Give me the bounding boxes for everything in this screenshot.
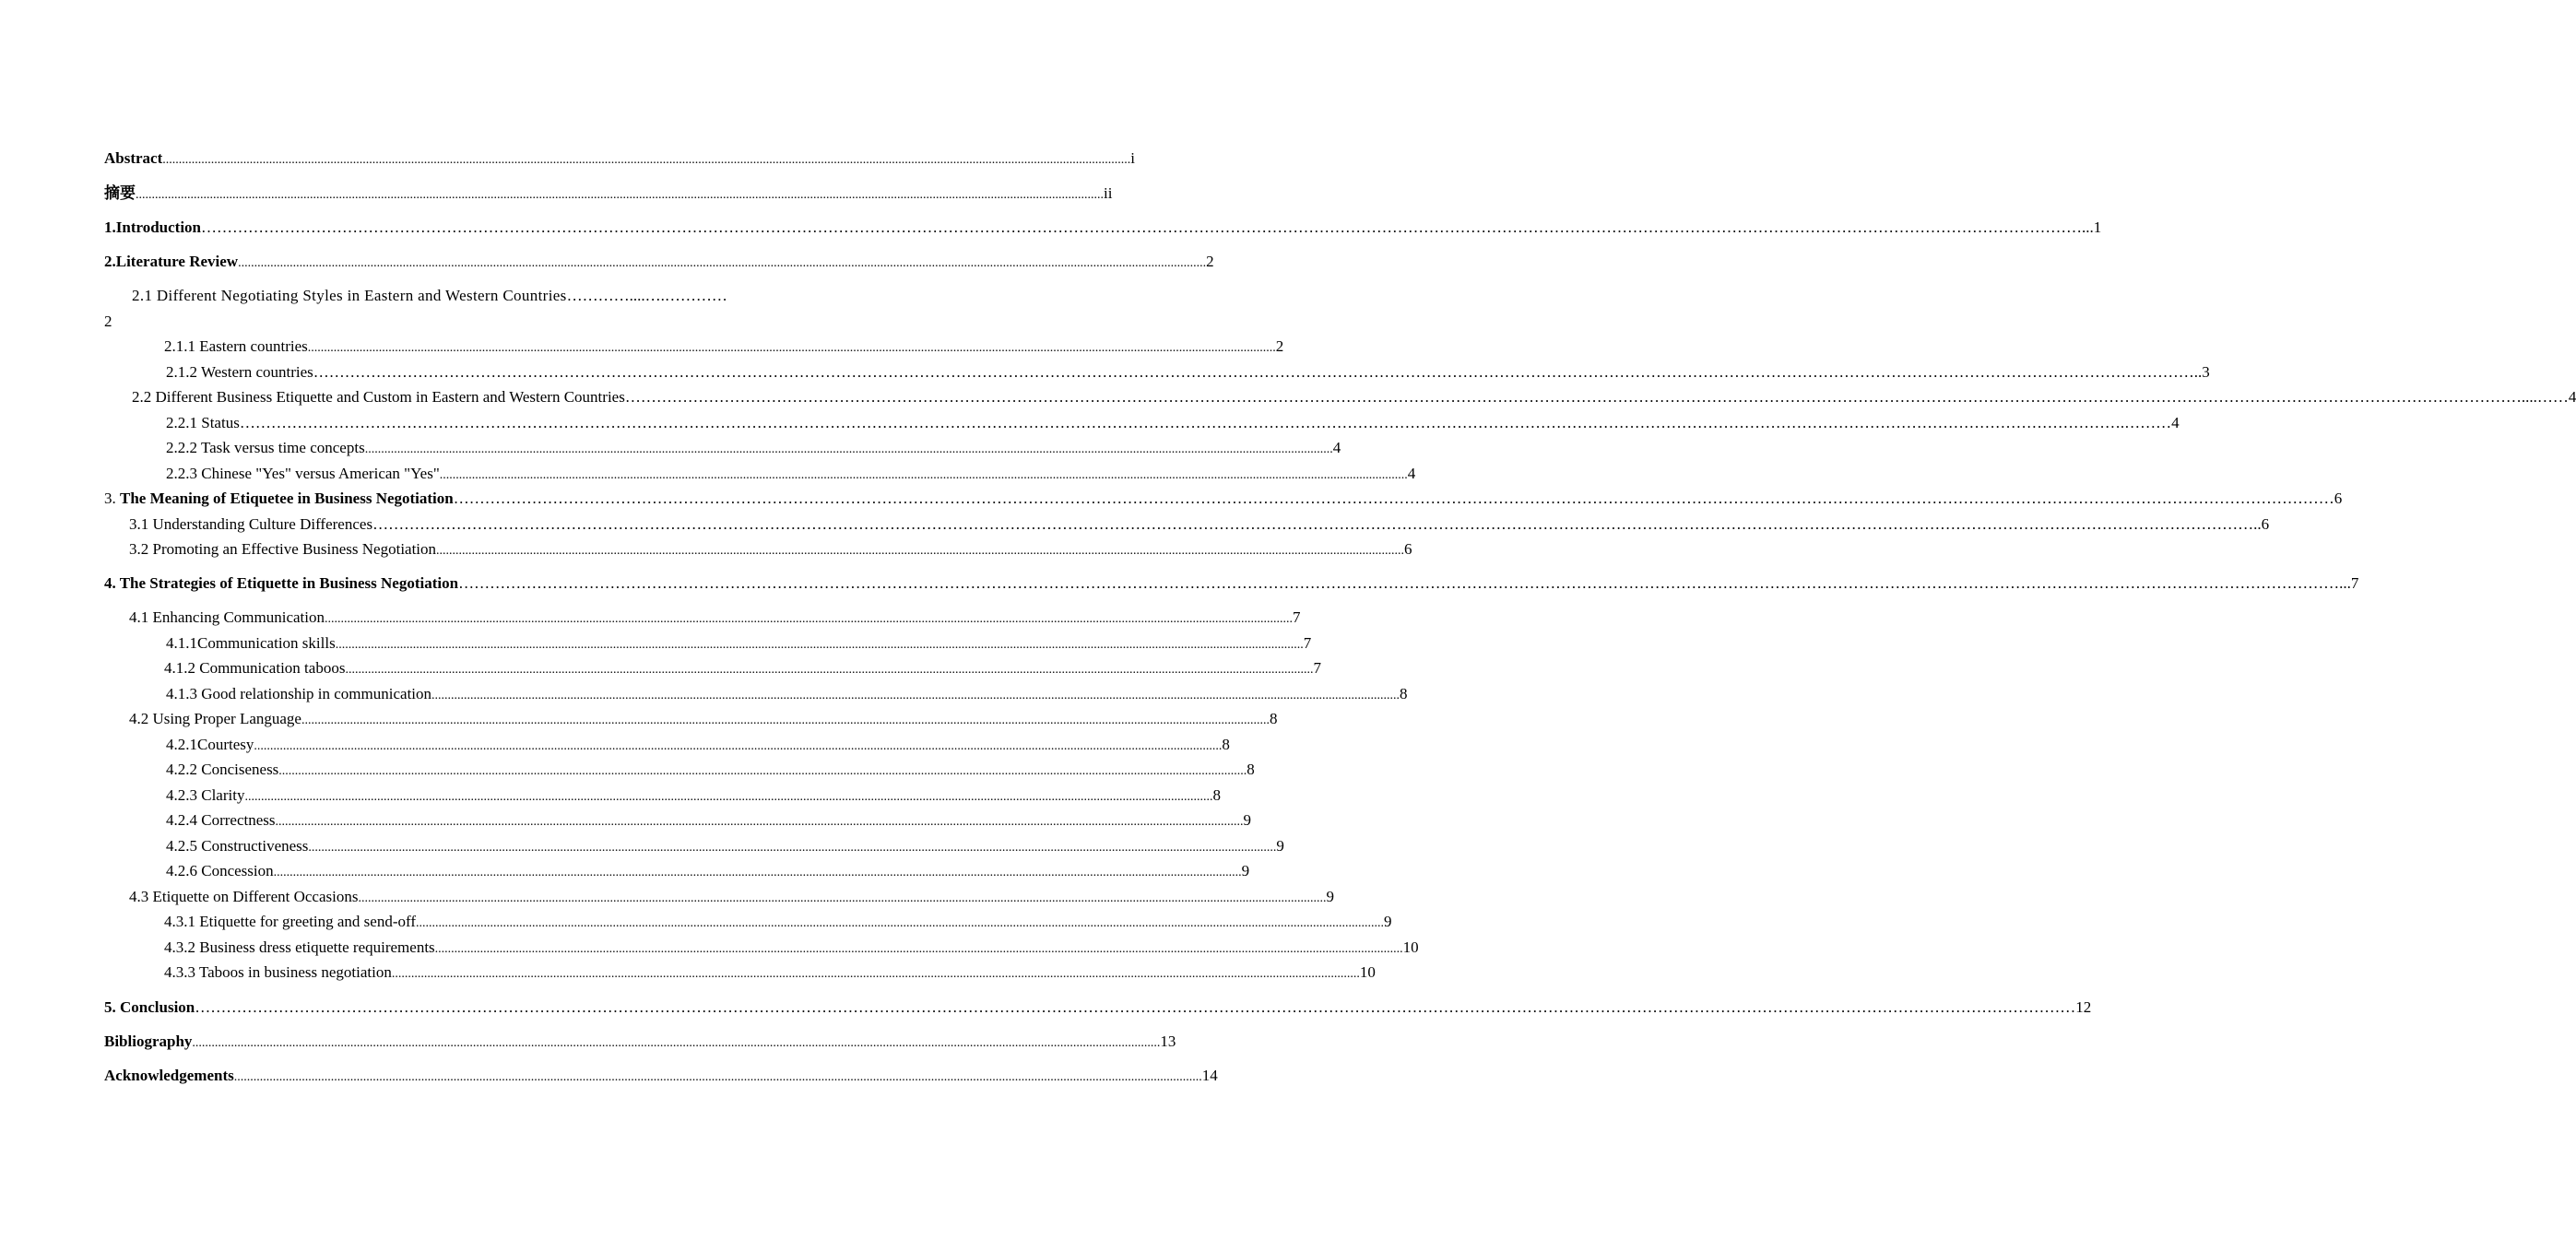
toc-entry-page: 8 xyxy=(1400,685,1408,702)
toc-entry-page: 7 xyxy=(1313,659,1321,677)
toc-entry-2-1[interactable] xyxy=(132,287,792,305)
toc-entry-acknowledgements[interactable] xyxy=(104,1067,1218,1087)
toc-entry-page: 6 xyxy=(1404,540,1412,558)
toc-entry-4-2-4[interactable] xyxy=(166,811,1252,832)
toc-entry-title: 4.2.3 Clarity xyxy=(166,786,245,804)
toc-entry-literature-review[interactable] xyxy=(104,253,1214,273)
toc-entry-4-1-1[interactable] xyxy=(166,634,1312,655)
toc-entry-title: Bibliography xyxy=(104,1032,193,1050)
toc-entry-2-1-page xyxy=(104,313,112,331)
toc-entry-abstract[interactable] xyxy=(104,149,1135,170)
ellipsis-leader: ……………………………………………………………………………………………………………………………………………………………………………………………………………………………………………………………………………………………………………………………… xyxy=(313,363,2194,381)
toc-entry-page: 9 xyxy=(1384,913,1392,930)
toc-entry-4-3-1[interactable] xyxy=(164,913,1392,933)
toc-entry-title: 4.1.1Communication skills xyxy=(166,634,336,652)
toc-entry-page: ..3 xyxy=(2193,363,2210,381)
toc-entry-page: 10 xyxy=(1402,938,1419,956)
dot-leader: ............................................................................................................................................................................................................................................................................................................ xyxy=(301,714,1270,727)
toc-entry-title: 4.3.2 Business dress etiquette requirements xyxy=(164,938,435,956)
toc-entry-page: ...7 xyxy=(2339,574,2359,592)
toc-entry-2-1-2[interactable] xyxy=(166,363,2210,382)
dot-leader: ............................................................................................................................................................................................................................................................................................................ xyxy=(434,942,1403,956)
toc-entry-title: 4.3 Etiquette on Different Occasions xyxy=(129,888,359,905)
toc-entry-title: 4.1.3 Good relationship in communication xyxy=(166,685,432,702)
toc-entry-page: 7 xyxy=(1303,634,1312,652)
toc-entry-title: 2.1.2 Western countries xyxy=(166,363,313,381)
dot-leader: ............................................................................................................................................................................................................................................................................................................ xyxy=(192,1036,1161,1050)
ellipsis-leader: ……………………………………………………………………………………………………………………………………………………………………………………………………………………………………………………………………………………………………………………………… xyxy=(453,490,2334,507)
dot-leader: ............................................................................................................................................................................................................................................................................................................ xyxy=(136,188,1104,202)
toc-entry-page: 8 xyxy=(1222,736,1230,753)
toc-entry-title: 4. The Strategies of Etiquette in Business Negotiation xyxy=(104,574,459,592)
toc-entry-title: 4.2.5 Constructiveness xyxy=(166,837,309,855)
toc-entry-page: 8 xyxy=(1247,761,1255,778)
toc-entry-page: 2 xyxy=(104,313,112,330)
toc-entry-page: …....……4 xyxy=(2505,388,2576,406)
toc-entry-title: 4.3.3 Taboos in business negotiation xyxy=(164,963,392,981)
toc-entry-title: 3.2 Promoting an Effective Business Negotiation xyxy=(129,540,437,558)
toc-entry-4[interactable] xyxy=(104,574,2359,593)
dot-leader: ............................................................................................................................................................................................................................................................................................................ xyxy=(273,866,1242,879)
dot-leader: ............................................................................................................................................................................................................................................................................................................ xyxy=(364,442,1333,456)
dot-leader: ............................................................................................................................................................................................................................................................................................................ xyxy=(345,663,1314,677)
toc-entry-page: 14 xyxy=(1201,1067,1218,1084)
dot-leader: ............................................................................................................................................................................................................................................................................................................ xyxy=(233,1070,1202,1084)
toc-entry-4-3[interactable] xyxy=(129,888,1334,908)
dot-leader: ............................................................................................................................................................................................................................................................................................................ xyxy=(275,815,1244,829)
toc-entry-page: 4 xyxy=(1332,439,1341,456)
toc-entry-page: .………4 xyxy=(2120,414,2180,431)
ellipsis-leader: ……………………………………………………………………………………………………………………………………………………………………………………………………………………………………………………………………………………………………………………………… xyxy=(239,414,2121,431)
dot-leader: ............................................................................................................................................................................................................................................................................................................ xyxy=(238,256,1207,270)
dot-leader: ............................................................................................................................................................................................................................................................................................................ xyxy=(358,891,1327,905)
toc-entry-page: ...1 xyxy=(2082,218,2102,236)
toc-entry-page: 9 xyxy=(1241,862,1250,879)
toc-entry-page: 9 xyxy=(1276,837,1284,855)
toc-entry-title: 4.1 Enhancing Communication xyxy=(129,608,325,626)
toc-entry-title: 2.1 Different Negotiating Styles in Eastern and Western Countries xyxy=(132,287,567,304)
toc-entry-page: i xyxy=(1130,149,1135,167)
toc-entry-title: 4.2.4 Correctness xyxy=(166,811,276,829)
toc-entry-title: 4.2.2 Conciseness xyxy=(166,761,279,778)
toc-entry-title: 2.2.1 Status xyxy=(166,414,240,431)
dot-leader: ............................................................................................................................................................................................................................................................................................................ xyxy=(416,916,1385,930)
toc-entry-title: 摘要 xyxy=(104,184,136,203)
dot-leader: ............................................................................................................................................................................................................................................................................................................ xyxy=(335,638,1304,652)
toc-entry-2-2-3[interactable] xyxy=(166,465,1416,485)
dot-leader: ............................................................................................................................................................................................................................................................................................................ xyxy=(254,739,1223,753)
toc-entry-page: 13 xyxy=(1160,1032,1176,1050)
toc-entry-title: 4.2.6 Concession xyxy=(166,862,274,879)
ellipsis-leader: ……………………………………………………………………………………………………………………………………………………………………………………………………………………………………………………………………………………………………………………………… xyxy=(372,515,2254,533)
ellipsis-leader: ……………………………………………………………………………………………………………………………………………………………………………………………………………………………………………………………………………………………………………………………… xyxy=(201,218,2083,236)
toc-entry-page: 4 xyxy=(1407,465,1416,482)
toc-entry-2-2-1[interactable] xyxy=(166,414,2180,432)
toc-entry-number: 3. xyxy=(104,490,120,507)
dot-leader: ............................................................................................................................................................................................................................................................................................................ xyxy=(325,612,1293,626)
toc-entry-4-3-3[interactable] xyxy=(164,963,1376,984)
toc-entry-3-2[interactable] xyxy=(129,540,1412,560)
toc-entry-introduction[interactable] xyxy=(104,218,2102,237)
toc-entry-title: Acknowledgements xyxy=(104,1067,234,1084)
toc-entry-4-2-2[interactable] xyxy=(166,761,1255,781)
toc-entry-zhaiyao[interactable] xyxy=(104,184,1113,205)
toc-entry-2-1-1[interactable] xyxy=(164,337,1284,358)
toc-entry-4-1-2[interactable] xyxy=(164,659,1321,679)
toc-entry-title: 4.1.2 Communication taboos xyxy=(164,659,346,677)
toc-entry-page: 12 xyxy=(2075,998,2092,1016)
toc-entry-title: 2.1.1 Eastern countries xyxy=(164,337,308,355)
toc-entry-page: 7 xyxy=(1293,608,1301,626)
ellipsis-leader: ……………………………………………………………………………………………………………………………………………………………………………………………………………………………………………………………………………………………………………………………… xyxy=(458,574,2340,592)
toc-entry-page: ii xyxy=(1104,184,1113,202)
toc-entry-conclusion[interactable] xyxy=(104,998,2092,1017)
dot-leader: ............................................................................................................................................................................................................................................................................................................ xyxy=(162,153,1131,167)
toc-entry-4-2-5[interactable] xyxy=(166,837,1284,857)
toc-entry-title: 5. Conclusion xyxy=(104,998,195,1016)
toc-entry-page: 9 xyxy=(1243,811,1252,829)
toc-entry-title: The Meaning of Etiquetee in Business Negotiation xyxy=(120,490,454,507)
ellipsis-leader: ……………………………………………………………………………………………………………………………………………………………………………………………………………………………………………………………………………………………………………………………… xyxy=(195,998,2076,1016)
toc-entry-title: 2.2 Different Business Etiquette and Custom in Eastern and Western Countries xyxy=(132,388,625,406)
toc-entry-page: 2 xyxy=(1275,337,1284,355)
ellipsis-leader: …………....….………… xyxy=(566,287,727,304)
toc-entry-4-3-2[interactable] xyxy=(164,938,1419,959)
toc-entry-title: Abstract xyxy=(104,149,163,167)
toc-entry-title: 1.Introduction xyxy=(104,218,202,236)
dot-leader: ............................................................................................................................................................................................................................................................................................................ xyxy=(431,689,1400,702)
toc-entry-4-2-3[interactable] xyxy=(166,786,1221,807)
dot-leader: ............................................................................................................................................................................................................................................................................................................ xyxy=(308,841,1277,855)
toc-entry-2-2-2[interactable] xyxy=(166,439,1341,459)
toc-entry-4-2-6[interactable] xyxy=(166,862,1250,882)
toc-entry-2-2[interactable] xyxy=(132,388,2576,407)
dot-leader: ............................................................................................................................................................................................................................................................................................................ xyxy=(436,544,1405,558)
toc-entry-title: 4.3.1 Etiquette for greeting and send-off xyxy=(164,913,417,930)
dot-leader: ............................................................................................................................................................................................................................................................................................................ xyxy=(278,764,1247,778)
dot-leader: ............................................................................................................................................................................................................................................................................................................ xyxy=(244,790,1213,804)
toc-entry-title: 2.2.3 Chinese "Yes" versus American "Yes" xyxy=(166,465,440,482)
toc-entry-title: 2.2.2 Task versus time concepts xyxy=(166,439,365,456)
dot-leader: ............................................................................................................................................................................................................................................................................................................ xyxy=(391,967,1360,981)
dot-leader: ............................................................................................................................................................................................................................................................................................................ xyxy=(307,341,1276,355)
toc-entry-bibliography[interactable] xyxy=(104,1032,1176,1053)
toc-entry-page: 2 xyxy=(1206,253,1214,270)
toc-entry-page: 8 xyxy=(1212,786,1221,804)
toc-entry-4-2-1[interactable] xyxy=(166,736,1230,756)
toc-entry-4-2[interactable] xyxy=(129,710,1278,730)
toc-entry-page: 6 xyxy=(2334,490,2343,507)
ellipsis-leader: ……………………………………………………………………………………………………………………………………………………………………………………………………………………………………………………………………………………………………………………………… xyxy=(624,388,2506,406)
toc-entry-page: 8 xyxy=(1269,710,1278,727)
toc-entry-title: 4.2 Using Proper Language xyxy=(129,710,301,727)
toc-entry-4-1[interactable] xyxy=(129,608,1301,629)
toc-entry-page: 9 xyxy=(1326,888,1334,905)
toc-entry-page: 10 xyxy=(1359,963,1376,981)
dot-leader: ............................................................................................................................................................................................................................................................................................................ xyxy=(439,468,1408,482)
toc-entry-page: ..6 xyxy=(2253,515,2270,533)
toc-entry-3[interactable] xyxy=(104,490,2343,508)
toc-entry-3-1[interactable] xyxy=(129,515,2270,534)
toc-entry-title: 4.2.1Courtesy xyxy=(166,736,254,753)
toc-entry-4-1-3[interactable] xyxy=(166,685,1408,705)
toc-entry-title: 2.Literature Review xyxy=(104,253,239,270)
toc-entry-title: 3.1 Understanding Culture Differences xyxy=(129,515,373,533)
